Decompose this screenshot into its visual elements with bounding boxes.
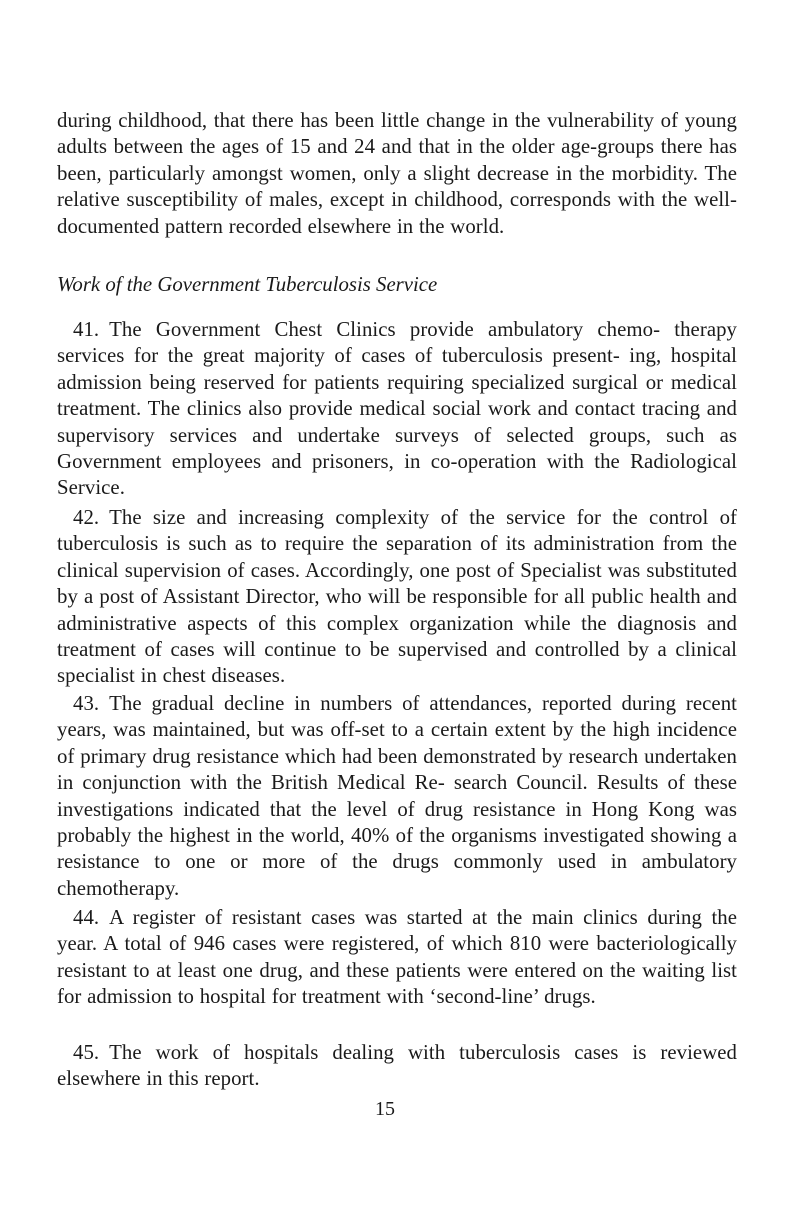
paragraph-43 [57,691,737,902]
paragraph-number: 43. [73,692,100,715]
paragraph-44 [57,905,737,1011]
paragraph-text: The size and increasing complexity of the service for the control of tuberculosis is such as to require the separation of its administration from the clinical supervision of cases. Accordingly, one post of Specialist was substituted by a post of Assistant Director, who will be responsible for all public health and administrative aspects of this complex organization while the diagnosis and treatment of cases will continue to be supervised and controlled by a clinical specialist in chest diseases. [57,506,737,688]
paragraph-41 [57,317,737,502]
intro-paragraph [57,108,737,240]
paragraph-number: 44. [73,906,100,929]
paragraph-text: The work of hospitals dealing with tuberculosis cases is reviewed elsewhere in this report. [57,1041,737,1091]
page-number: 15 [375,1098,395,1120]
paragraph-number: 45. [73,1041,100,1064]
paragraph-42 [57,505,737,690]
paragraph-number: 41. [73,318,100,341]
paragraph-number: 42. [73,506,100,529]
paragraph-text: The gradual decline in numbers of attendances, reported during recent years, was maintained, but was off-set to a certain extent by the high incidence of primary drug resistance which had been demonstrated by research undertaken in conjunction with the British Medical Re- search Council. Results of these investigations indicated that the level of drug resistance in Hong Kong was probably the highest in the world, 40% of the organisms investigated showing a resistance to one or more of the drugs commonly used in ambulatory chemotherapy. [57,692,737,900]
paragraph-45 [57,1040,737,1093]
section-heading: Work of the Government Tuberculosis Service [57,273,438,296]
intro-text: during childhood, that there has been little change in the vulnerability of young adults between the ages of 15 and 24 and that in the older age-groups there has been, particularly amongst women, only a slight decrease in the morbidity. The relative susceptibility of males, except in childhood, corresponds with the well-documented pattern recorded elsewhere in the world. [57,109,737,238]
paragraph-text: The Government Chest Clinics provide ambulatory chemo- therapy services for the great majority of cases of tuberculosis present- ing, hospital admission being reserved for patients requiring specialized surgical or medical treatment. The clinics also provide medical social work and contact tracing and supervisory services and undertake surveys of selected groups, such as Government employees and prisoners, in co-operation with the Radiological Service. [57,318,737,500]
paragraph-text: A register of resistant cases was started at the main clinics during the year. A total of 946 cases were registered, of which 810 were bacteriologically resistant to at least one drug, and these patients were entered on the waiting list for admission to hospital for treatment with ‘second-line’ drugs. [57,906,737,1009]
